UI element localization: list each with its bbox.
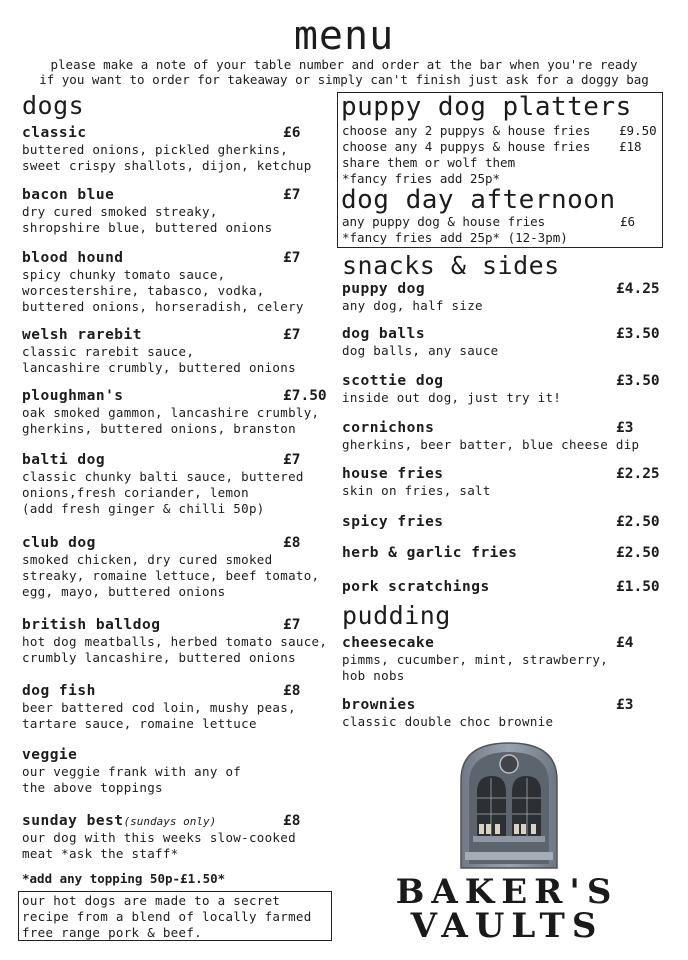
item-name: cornichons [342, 420, 435, 436]
item-name: puppy dog [342, 281, 426, 297]
item-name: brownies [342, 697, 416, 713]
item-name: club dog [22, 535, 96, 551]
item-description: spicy chunky tomato sauce, worcestershire, tabasco, vodka, buttered onions, horseradish, celery [22, 267, 304, 314]
item-price: £7 [283, 617, 301, 633]
item-price: £3.50 [616, 373, 660, 389]
dogs-heading: dogs [22, 91, 85, 120]
item-name: british balldog [22, 617, 161, 633]
item-name: classic [22, 125, 87, 141]
item-name: pork scratchings [342, 579, 490, 595]
intro-line-2: if you want to order for takeaway or simply can't finish just ask for a doggy bag [39, 72, 649, 87]
item-description: beer battered cod loin, mushy peas, tartare sauce, romaine lettuce [22, 700, 296, 731]
item-price: £8 [283, 683, 301, 699]
item-description: any dog, half size [342, 298, 483, 313]
item-name: veggie [22, 747, 78, 763]
item-description: buttered onions, pickled gherkins, sweet crispy shallots, dijon, ketchup [22, 142, 312, 173]
platter-row-text: *fancy fries add 25p* [342, 171, 501, 186]
item-name: scottie dog [342, 373, 444, 389]
footer-info-text: our hot dogs are made to a secret recipe from a blend of locally farmed free range pork & beef. [22, 893, 312, 940]
item-price: £7 [283, 452, 301, 468]
logo-line-1: BAKER'S [395, 872, 619, 912]
item-name: balti dog [22, 452, 106, 468]
item-description: classic rarebit sauce, lancashire crumbly, buttered onions [22, 344, 296, 375]
item-name: spicy fries [342, 514, 444, 530]
platter-row-text: choose any 4 puppys & house fries [342, 139, 591, 154]
pudding-heading: pudding [342, 601, 451, 630]
item-description: inside out dog, just try it! [342, 390, 562, 405]
menu-item [22, 813, 332, 862]
item-description: skin on fries, salt [342, 483, 491, 498]
platter-row-text: share them or wolf them [342, 155, 516, 170]
menu-item [22, 388, 332, 437]
arched-window-icon [455, 740, 563, 870]
item-name: bacon blue [22, 187, 115, 203]
item-description: classic double choc brownie [342, 714, 554, 729]
menu-item [342, 466, 664, 499]
menu-item [342, 579, 664, 596]
menu-item [342, 326, 664, 359]
afternoon-row-text: any puppy dog & house fries [342, 214, 546, 229]
menu-item [342, 697, 664, 730]
platters-box [337, 92, 663, 248]
item-price: £8 [283, 813, 301, 829]
item-price: £7.50 [283, 388, 327, 404]
item-price: £7 [283, 327, 301, 343]
topping-note: *add any topping 50p-£1.50* [22, 871, 226, 886]
afternoon-row-text: *fancy fries add 25p* (12-3pm) [342, 230, 568, 245]
item-name: blood hound [22, 250, 124, 266]
item-price: £4.25 [616, 281, 660, 297]
item-price: £3 [616, 697, 634, 713]
item-price: £1.50 [616, 579, 660, 595]
menu-item [342, 635, 664, 684]
menu-item [342, 514, 664, 531]
menu-item [22, 125, 332, 174]
item-price: £8 [283, 535, 301, 551]
item-name: dog fish [22, 683, 96, 699]
afternoon-heading: dog day afternoon [341, 185, 616, 215]
item-price: £4 [616, 635, 634, 651]
item-description: gherkins, beer batter, blue cheese dip [342, 437, 640, 452]
menu-item [342, 373, 664, 406]
platter-row-price: £18 [619, 139, 642, 154]
item-name: sunday best [22, 813, 124, 829]
menu-item [342, 545, 664, 562]
menu-item [22, 535, 332, 600]
item-note: (sundays only) [123, 815, 217, 828]
item-price: £2.50 [616, 545, 660, 561]
item-description: oak smoked gammon, lancashire crumbly, gherkins, buttered onions, branston [22, 405, 320, 436]
item-price: £3 [616, 420, 634, 436]
platters-heading: puppy dog platters [341, 92, 632, 122]
item-price: £2.50 [616, 514, 660, 530]
intro-line-1: please make a note of your table number and order at the bar when you're ready [50, 57, 638, 72]
menu-item [22, 187, 332, 236]
item-price: £7 [283, 250, 301, 266]
snacks-heading: snacks & sides [342, 251, 560, 280]
item-price: £3.50 [616, 326, 660, 342]
afternoon-row-price: £6 [620, 214, 636, 229]
menu-item [342, 420, 664, 453]
item-name: dog balls [342, 326, 426, 342]
menu-item [22, 617, 332, 666]
item-description: smoked chicken, dry cured smoked streaky, romaine lettuce, beef tomato, egg, mayo, buttered onions [22, 552, 320, 599]
item-description: classic chunky balti sauce, buttered onions,fresh coriander, lemon (add fresh ginger & chilli 50p) [22, 469, 304, 516]
item-price: £6 [283, 125, 301, 141]
menu-item [22, 250, 332, 315]
item-name: herb & garlic fries [342, 545, 518, 561]
menu-item [22, 327, 332, 376]
platter-row-price: £9.50 [619, 123, 657, 138]
platter-row-text: choose any 2 puppys & house fries [342, 123, 591, 138]
logo-line-2: VAULTS [410, 906, 604, 946]
item-description: dry cured smoked streaky, shropshire blue, buttered onions [22, 204, 273, 235]
page-title: menu [293, 13, 395, 59]
footer-info-box [18, 891, 332, 941]
menu-item [22, 747, 332, 796]
menu-item [342, 281, 664, 314]
item-name: cheesecake [342, 635, 435, 651]
item-description: hot dog meatballs, herbed tomato sauce, crumbly lancashire, buttered onions [22, 634, 328, 665]
menu-item [22, 683, 332, 732]
item-description: dog balls, any sauce [342, 343, 499, 358]
item-description: pimms, cucumber, mint, strawberry, hob nobs [342, 652, 609, 683]
menu-item [22, 452, 332, 517]
item-name: house fries [342, 466, 444, 482]
item-name: welsh rarebit [22, 327, 142, 343]
item-name: ploughman's [22, 388, 124, 404]
item-description: our dog with this weeks slow-cooked meat *ask the staff* [22, 830, 296, 861]
item-description: our veggie frank with any of the above toppings [22, 764, 242, 795]
item-price: £7 [283, 187, 301, 203]
item-price: £2.25 [616, 466, 660, 482]
